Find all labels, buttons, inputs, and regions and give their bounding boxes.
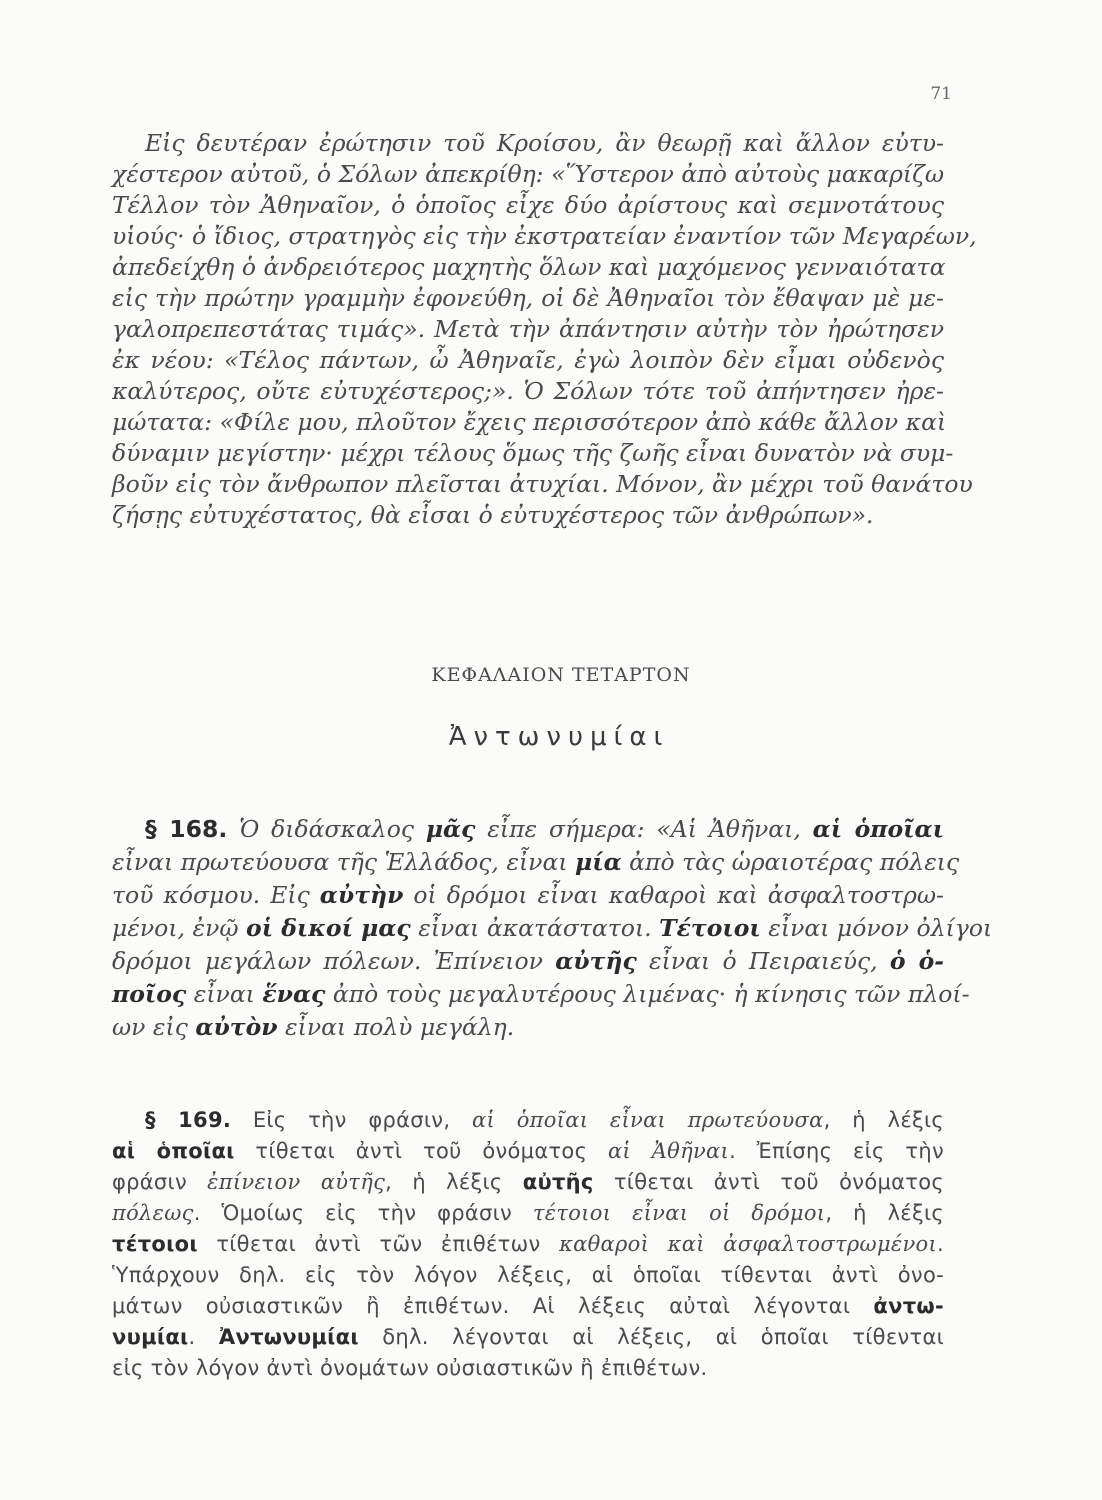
intro-line: χέστερον αὐτοῦ, ὁ Σόλων ἀπεκρίθη: «Ὕστερον ἀπὸ αὐτοὺς μακαρίζω bbox=[112, 160, 944, 188]
pronoun-term: ἕνας bbox=[262, 980, 326, 1008]
pronoun-term: νυμίαι bbox=[112, 1325, 189, 1349]
pronoun-term: οἱ δικοί μας bbox=[246, 914, 411, 942]
text-run: εἶναι ὁ Πειραιεύς, bbox=[636, 947, 890, 975]
intro-line: εἰς τὴν πρώτην γραμμὴν ἐφονεύθη, οἱ δὲ Ἀθηναῖοι τὸν ἔθαψαν μὲ με- bbox=[112, 284, 944, 312]
section-169-line bbox=[112, 1167, 944, 1198]
pronoun-term: αὐτὴν bbox=[319, 881, 404, 909]
example-phrase: αἱ ὁποῖαι εἶναι πρωτεύουσα bbox=[472, 1108, 824, 1132]
pronoun-term: τέτοιοι bbox=[112, 1232, 198, 1256]
text-run: εἶπε σήμερα: «Αἱ Ἀθῆναι, bbox=[475, 815, 813, 843]
text-run: εἶναι πρωτεύουσα τῆς Ἑλλάδος, εἶναι bbox=[112, 848, 576, 876]
pronoun-term: μᾶς bbox=[425, 815, 476, 843]
chapter-title: Ἀντωνυμίαι bbox=[448, 722, 670, 752]
intro-line: υἱούς· ὁ ἴδιος, στρατηγὸς εἰς τὴν ἐκστρατείαν ἐναντίον τῶν Μεγαρέων, bbox=[112, 222, 977, 250]
text-run: . Ἐπίσης εἰς τὴν bbox=[729, 1139, 944, 1163]
text-run: τίθεται ἀντὶ τοῦ ὀνόματος bbox=[234, 1139, 608, 1163]
text-run: εἶναι bbox=[186, 980, 263, 1008]
text-run: . bbox=[937, 1232, 945, 1256]
chapter-label: ΚΕΦΑΛΑΙΟΝ ΤΕΤΑΡΤΟΝ bbox=[431, 664, 691, 686]
section-169-line bbox=[112, 1198, 944, 1229]
section-168-line bbox=[112, 979, 970, 1012]
text-run: μάτων οὐσιαστικῶν ἢ ἐπιθέτων. Αἱ λέξεις αὐταὶ λέγονται bbox=[112, 1294, 874, 1318]
text-run: Ὁ διδάσκαλος bbox=[227, 815, 426, 843]
text-run: . Ὁμοίως εἰς τὴν φράσιν bbox=[193, 1201, 533, 1225]
intro-line: ἀπεδείχθη ὁ ἀνδρειότερος μαχητὴς ὅλων καὶ μαχόμενος γενναιότατα bbox=[112, 253, 946, 281]
text-run: Εἰς τὴν φράσιν, bbox=[231, 1108, 472, 1132]
pronoun-term: ποῖος bbox=[112, 980, 187, 1008]
section-169 bbox=[112, 1105, 944, 1384]
section-169-line bbox=[112, 1260, 944, 1291]
text-run: μένοι, ἐνῷ bbox=[112, 914, 247, 942]
text-run: τοῦ κόσμου. Εἰς bbox=[112, 881, 320, 909]
section-169-line bbox=[112, 1322, 944, 1353]
section-168-mark: § 168. bbox=[145, 815, 228, 843]
pronoun-term: ὁ ὁ- bbox=[889, 947, 944, 975]
pronoun-term: αἱ ὁποῖαι bbox=[812, 815, 945, 843]
pronoun-term: Ἀντωνυμίαι bbox=[218, 1325, 359, 1349]
section-169-line bbox=[112, 1105, 944, 1136]
intro-line: ἐκ νέου: «Τέλος πάντων, ὦ Ἀθηναῖε, ἐγὼ λοιπὸν δὲν εἶμαι οὐδενὸς bbox=[112, 346, 944, 374]
text-run: ἀπὸ τὰς ὡραιοτέρας πόλεις bbox=[621, 848, 960, 876]
intro-line: γαλοπρεπεστάτας τιμάς». Μετὰ τὴν ἀπάντησιν αὐτὴν τὸν ἠρώτησεν bbox=[112, 315, 944, 343]
section-168-line bbox=[112, 913, 993, 946]
section-169-line bbox=[112, 1136, 944, 1167]
section-168-line bbox=[112, 880, 944, 913]
example-phrase: τέτοιοι εἶναι οἱ δρόμοι bbox=[532, 1201, 826, 1225]
pronoun-term: Τέτοιοι bbox=[659, 914, 761, 942]
text-run: τίθεται ἀντὶ τοῦ ὀνόματος bbox=[593, 1170, 944, 1194]
text-run: , ἡ λέξις bbox=[823, 1108, 945, 1132]
intro-line: καλύτερος, οὔτε εὐτυχέστερος;». Ὁ Σόλων τότε τοῦ ἀπήντησεν ἠρε- bbox=[112, 377, 944, 405]
text-run: τίθεται ἀντὶ τῶν ἐπιθέτων bbox=[197, 1232, 560, 1256]
section-169-line bbox=[112, 1353, 944, 1384]
text-run: Ὑπάρχουν δηλ. εἰς τὸν λόγον λέξεις, αἱ ὁποῖαι τίθενται ἀντὶ ὀνο- bbox=[112, 1263, 944, 1287]
section-169-line bbox=[112, 1229, 944, 1260]
intro-line: Τέλλον τὸν Ἀθηναῖον, ὁ ὁποῖος εἶχε δύο ἀρίστους καὶ σεμνοτάτους bbox=[112, 191, 944, 219]
text-run: εἰς τὸν λόγον ἀντὶ ὀνομάτων οὐσιαστικῶν ἢ ἐπιθέτων. bbox=[112, 1356, 708, 1380]
text-run: , ἡ λέξις bbox=[385, 1170, 523, 1194]
text-run: . bbox=[188, 1325, 219, 1349]
text-run: φράσιν bbox=[112, 1170, 208, 1194]
example-phrase: ἐπίνειον αὐτῆς bbox=[207, 1170, 386, 1194]
pronoun-term: αὐτὸν bbox=[195, 1013, 278, 1041]
pronoun-term: ἀντω- bbox=[873, 1294, 944, 1318]
section-168-line bbox=[112, 814, 944, 847]
page-number: 71 bbox=[930, 84, 952, 104]
text-run: εἶναι πολὺ μεγάλη. bbox=[277, 1013, 515, 1041]
text-run: δηλ. λέγονται αἱ λέξεις, αἱ ὁποῖαι τίθενται bbox=[358, 1325, 944, 1349]
pronoun-term: αἱ ὁποῖαι bbox=[112, 1139, 235, 1163]
section-169-mark: § 169. bbox=[145, 1108, 232, 1132]
text-run: εἶναι μόνον ὀλίγοι bbox=[760, 914, 993, 942]
text-run: εἶναι ἀκατάστατοι. bbox=[410, 914, 660, 942]
intro-line: μώτατα: «Φίλε μου, πλοῦτον ἔχεις περισσότερον ἀπὸ κάθε ἄλλον καὶ bbox=[112, 408, 947, 436]
example-phrase: καθαροὶ καὶ ἀσφαλτοστρωμένοι bbox=[559, 1232, 938, 1256]
example-phrase: αἱ Ἀθῆναι bbox=[607, 1139, 730, 1163]
section-168-line bbox=[112, 946, 944, 979]
text-run: οἱ δρόμοι εἶναι καθαροὶ καὶ ἀσφαλτοστρω- bbox=[403, 881, 944, 909]
section-168-line bbox=[112, 847, 960, 880]
intro-paragraph bbox=[112, 128, 977, 531]
section-168-line bbox=[112, 1012, 944, 1045]
intro-line: ζήσῃς εὐτυχέστατος, θὰ εἶσαι ὁ εὐτυχέστερος τῶν ἀνθρώπων». bbox=[112, 501, 874, 529]
text-run: ἀπὸ τοὺς μεγαλυτέρους λιμένας· ἡ κίνησις τῶν πλοί- bbox=[325, 980, 970, 1008]
intro-line: Εἰς δευτέραν ἐρώτησιν τοῦ Κροίσου, ἂν θεωρῇ καὶ ἄλλον εὐτυ- bbox=[145, 129, 944, 157]
text-run: ων εἰς bbox=[112, 1013, 196, 1041]
pronoun-term: αὐτῆς bbox=[555, 947, 637, 975]
pronoun-term: αὐτῆς bbox=[522, 1170, 594, 1194]
text-run: , ἡ λέξις bbox=[825, 1201, 944, 1225]
intro-line: βοῦν εἰς τὸν ἄνθρωπον πλεῖσται ἀτυχίαι. Μόνον, ἂν μέχρι τοῦ θανάτου bbox=[112, 470, 973, 498]
pronoun-term: μία bbox=[575, 848, 622, 876]
section-168 bbox=[112, 814, 993, 1045]
intro-line: δύναμιν μεγίστην· μέχρι τέλους ὅμως τῆς ζωῆς εἶναι δυνατὸν νὰ συμ- bbox=[112, 439, 954, 467]
example-phrase: πόλεως bbox=[112, 1201, 194, 1225]
section-169-line bbox=[112, 1291, 944, 1322]
text-run: δρόμοι μεγάλων πόλεων. Ἐπίνειον bbox=[112, 947, 556, 975]
